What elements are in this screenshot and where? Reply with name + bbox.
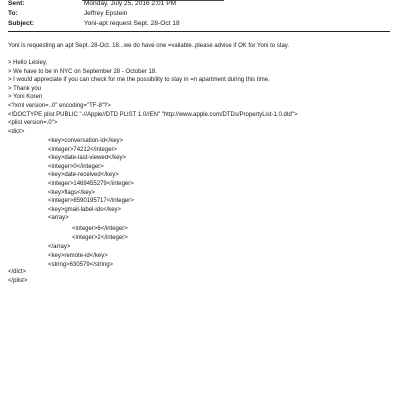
- dict-item: <key>conversation-id</key>: [48, 138, 124, 144]
- subject-value: Yoni-apt request Sept. 28-Oct 18: [83, 20, 180, 27]
- sent-value: Monday, July 25, 2016 2:01 PM: [83, 0, 177, 7]
- quoted-line: > Thank you: [8, 85, 42, 92]
- sent-label: Sent:: [8, 0, 25, 7]
- to-row: [8, 9, 127, 18]
- plist-line: <dict>: [8, 128, 25, 135]
- quoted-line: > We have to be in NYC on September 28 - October 18.: [8, 68, 157, 75]
- quoted-line: > I would appreciate if you can check for me the possibility to stay in =n apartment during this time.: [8, 77, 270, 84]
- quoted-line: > Hello Lesley,: [8, 60, 48, 66]
- dict-item: <integer>1469455279</integer>: [48, 181, 134, 187]
- intro-text: Yoni is requesting an apt Sept. 28-Oct. 18...we do have one =vailable..please advise if OK for Yoni to stay.: [8, 43, 290, 49]
- closing-line: </dict>: [8, 269, 27, 275]
- array-item: <integer>2</integer>: [72, 234, 128, 241]
- to-value: Jeffrey Epstein: [83, 10, 128, 17]
- dict-item: <string>630579</string>: [48, 261, 114, 268]
- dict-item: <integer>8590195717</integer>: [48, 198, 134, 205]
- plist-line: <?xml version=..0" encoding="TF-8"?>: [8, 103, 111, 109]
- dict-item: <array>: [48, 215, 69, 222]
- header-divider: [8, 31, 390, 32]
- plist-line: <plist version=.0">: [8, 120, 58, 127]
- closing-line: </plist>: [8, 278, 28, 284]
- dict-item: <integer>0</integer>: [48, 163, 104, 170]
- dict-item: </array>: [48, 243, 71, 250]
- dict-item: <key>date-last-viewed</key>: [48, 155, 127, 162]
- dict-item: <key>gmail-label-ids</key>: [48, 206, 122, 213]
- quoted-line: > Yoni Koren: [8, 94, 43, 101]
- dict-item: <key>flags</key>: [48, 189, 96, 196]
- plist-line: <!DOCTYPE plist PUBLIC "-//Apple//DTD PLIST 1.0//EN" "http://www.apple.com/DTDs/PropertyList-1.0.dtd">: [8, 111, 298, 118]
- subject-label: Subject:: [8, 20, 35, 27]
- sent-row: [8, 0, 176, 8]
- dict-item: <key>remote-id</key>: [48, 252, 108, 259]
- subject-row: [8, 19, 180, 28]
- to-label: To:: [8, 10, 18, 17]
- array-item: <integer>6</integer>: [72, 226, 128, 232]
- dict-item: <integer>74212</integer>: [48, 146, 118, 153]
- dict-item: <key>date-received</key>: [48, 172, 119, 179]
